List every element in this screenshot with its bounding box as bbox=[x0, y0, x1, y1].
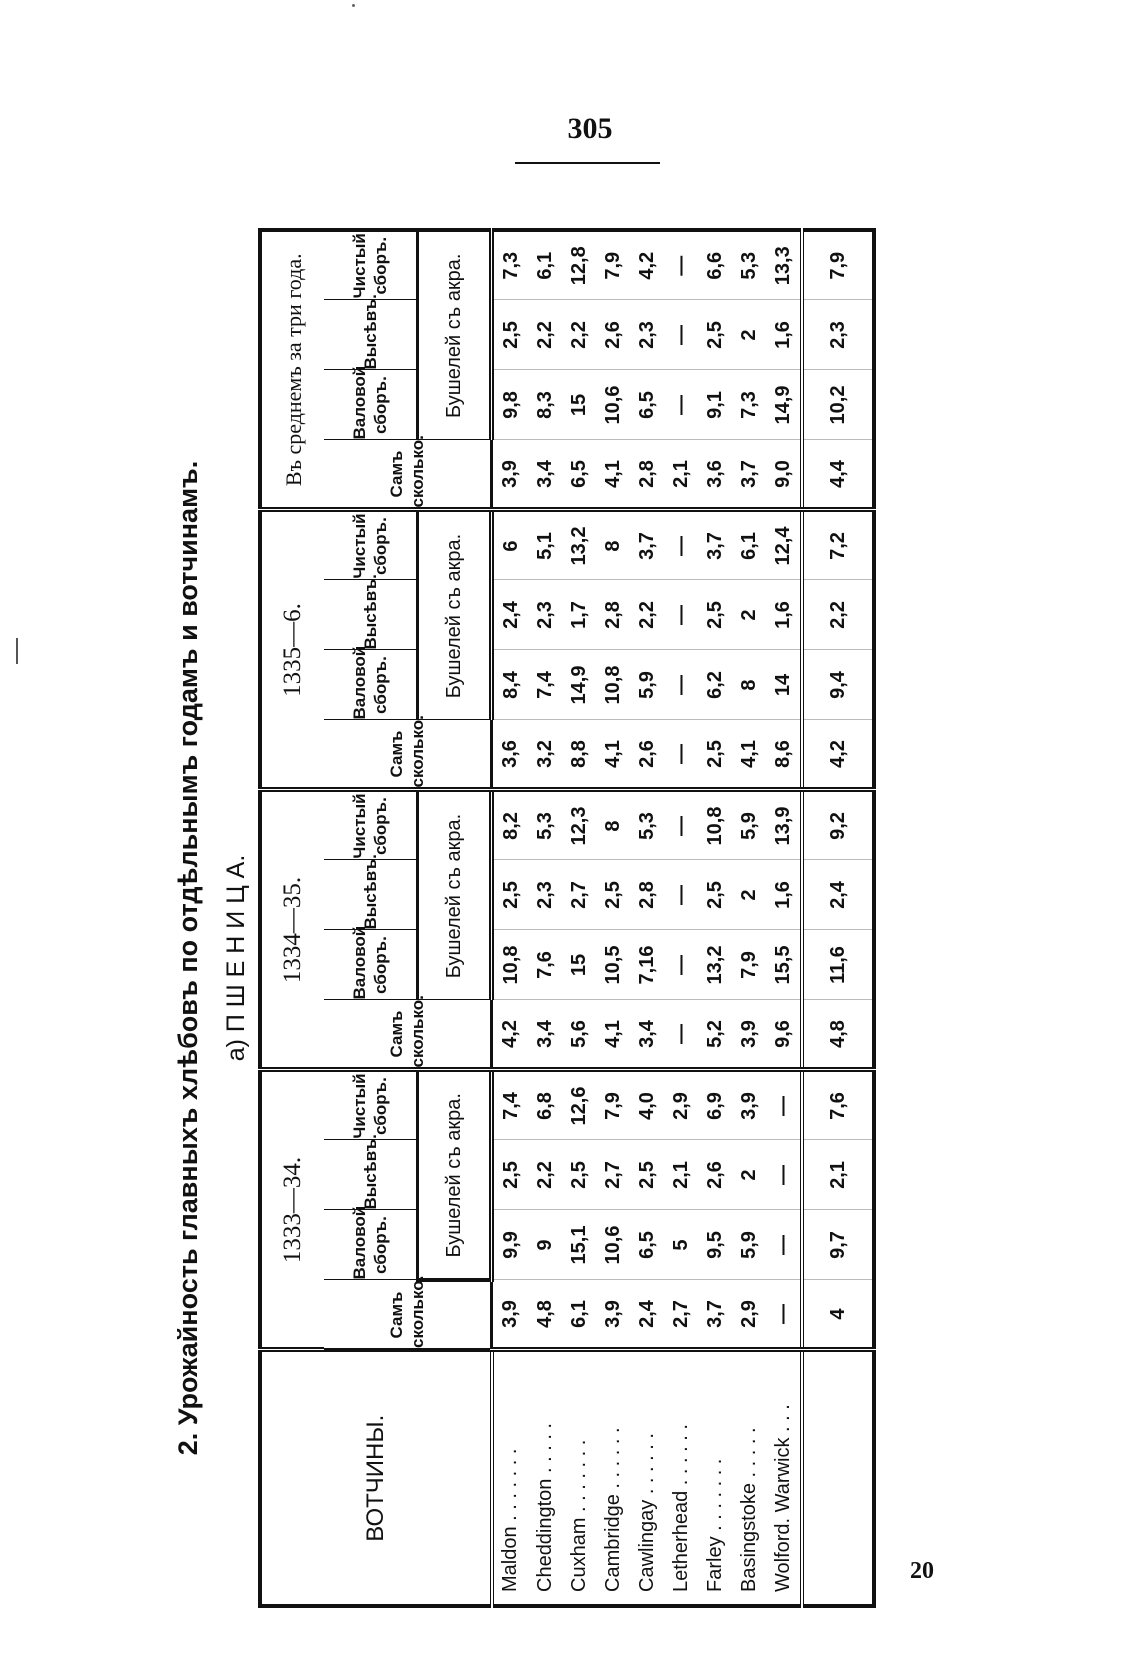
col-header-seed: Высѣвъ. bbox=[324, 580, 418, 650]
value-cell: 2,2 bbox=[802, 580, 874, 650]
estate-name: Cheddington . . . . . bbox=[528, 1350, 562, 1606]
value-cell: 4,1 bbox=[596, 720, 630, 790]
value-cell: 2,3 bbox=[802, 300, 874, 370]
value-cell: — bbox=[664, 580, 698, 650]
value-cell: 3,6 bbox=[698, 440, 732, 510]
col-header-gross: Валовой сборъ. bbox=[324, 1210, 418, 1280]
estate-name: Farley . . . . . . . bbox=[698, 1350, 732, 1606]
unit-label: Бушелей съ акра. bbox=[418, 230, 492, 440]
value-cell: 4,4 bbox=[802, 440, 874, 510]
value-cell: 5 bbox=[664, 1210, 698, 1280]
period-header: 1334—35. bbox=[260, 790, 324, 1070]
value-cell: 5,1 bbox=[528, 510, 562, 580]
value-cell: 3,7 bbox=[732, 440, 766, 510]
value-cell: 4,2 bbox=[802, 720, 874, 790]
unit-label: Бушелей съ акра. bbox=[418, 510, 492, 720]
value-cell: 2,8 bbox=[596, 580, 630, 650]
value-cell: 2,5 bbox=[698, 720, 732, 790]
table-row bbox=[562, 230, 596, 1606]
value-cell: 9,4 bbox=[802, 650, 874, 720]
value-cell: 9,5 bbox=[698, 1210, 732, 1280]
col-header-net: Чистый сборъ. bbox=[324, 790, 418, 860]
value-cell: 14 bbox=[766, 650, 802, 720]
unit-label: Бушелей съ акра. bbox=[418, 1070, 492, 1280]
table-row bbox=[492, 230, 529, 1606]
value-cell: 2,5 bbox=[630, 1140, 664, 1210]
value-cell: 7,3 bbox=[732, 370, 766, 440]
top-dot-mark bbox=[352, 4, 355, 7]
value-cell: 12,8 bbox=[562, 230, 596, 300]
value-cell: 10,8 bbox=[698, 790, 732, 860]
estate-name: Letherhead . . . . . . bbox=[664, 1350, 698, 1606]
value-cell: 5,3 bbox=[528, 790, 562, 860]
value-cell: — bbox=[766, 1210, 802, 1280]
value-cell: 3,9 bbox=[492, 440, 529, 510]
value-cell: 3,9 bbox=[492, 1280, 529, 1350]
col-header-net: Чистый сборъ. bbox=[324, 1070, 418, 1140]
value-cell: 4,8 bbox=[528, 1280, 562, 1350]
value-cell: 9,9 bbox=[492, 1210, 529, 1280]
value-cell: 3,9 bbox=[732, 1070, 766, 1140]
sheet-number: 20 bbox=[910, 1558, 934, 1584]
col-header-gross: Валовой сборъ. bbox=[324, 370, 418, 440]
value-cell: 2 bbox=[732, 300, 766, 370]
value-cell: 2,9 bbox=[732, 1280, 766, 1350]
value-cell: 2,5 bbox=[492, 860, 529, 930]
period-header: 1333—34. bbox=[260, 1070, 324, 1350]
value-cell: 2,1 bbox=[802, 1140, 874, 1210]
table-title: 2. Урожайность главныхъ хлѣбовъ по отдѣльнымъ годамъ и вотчинамъ. bbox=[173, 460, 203, 1456]
value-cell: 9,7 bbox=[802, 1210, 874, 1280]
value-cell: 6,5 bbox=[630, 370, 664, 440]
value-cell: 6,2 bbox=[698, 650, 732, 720]
value-cell: 13,9 bbox=[766, 790, 802, 860]
value-cell: — bbox=[664, 510, 698, 580]
value-cell: 2,9 bbox=[664, 1070, 698, 1140]
value-cell: 1,6 bbox=[766, 860, 802, 930]
estate-name: Cuxham . . . . . . . bbox=[562, 1350, 596, 1606]
value-cell: 2,8 bbox=[630, 440, 664, 510]
value-cell: 3,9 bbox=[732, 1000, 766, 1070]
value-cell: 7,16 bbox=[630, 930, 664, 1000]
value-cell: 9,8 bbox=[492, 370, 529, 440]
value-cell: 3,4 bbox=[528, 1000, 562, 1070]
col-header-ratio: Самъ сколько. bbox=[324, 720, 492, 790]
value-cell: 2,3 bbox=[528, 860, 562, 930]
value-cell: 2,2 bbox=[630, 580, 664, 650]
value-cell: 2 bbox=[732, 860, 766, 930]
value-cell: 4,1 bbox=[732, 720, 766, 790]
value-cell: 13,3 bbox=[766, 230, 802, 300]
table-body bbox=[492, 230, 875, 1606]
table-row bbox=[732, 230, 766, 1606]
value-cell: 2,2 bbox=[528, 1140, 562, 1210]
value-cell: 2,7 bbox=[664, 1280, 698, 1350]
value-cell: 4,2 bbox=[492, 1000, 529, 1070]
value-cell: 2,5 bbox=[698, 860, 732, 930]
estate-name: Wolford. Warwick . . . bbox=[766, 1350, 802, 1606]
value-cell: — bbox=[664, 650, 698, 720]
value-cell: 9,6 bbox=[766, 1000, 802, 1070]
value-cell: 6 bbox=[492, 510, 529, 580]
value-cell: — bbox=[664, 790, 698, 860]
value-cell: 14,9 bbox=[562, 650, 596, 720]
value-cell: 4 bbox=[802, 1280, 874, 1350]
value-cell: 3,9 bbox=[596, 1280, 630, 1350]
yield-table bbox=[258, 228, 876, 1608]
value-cell: 4,1 bbox=[596, 1000, 630, 1070]
value-cell: 8,3 bbox=[528, 370, 562, 440]
value-cell: 2,5 bbox=[698, 300, 732, 370]
value-cell: — bbox=[766, 1280, 802, 1350]
value-cell: 3,4 bbox=[630, 1000, 664, 1070]
value-cell: — bbox=[766, 1140, 802, 1210]
value-cell: 2 bbox=[732, 1140, 766, 1210]
col-header-seed: Высѣвъ. bbox=[324, 1140, 418, 1210]
value-cell: 10,8 bbox=[596, 650, 630, 720]
table-row bbox=[528, 230, 562, 1606]
value-cell: 2,6 bbox=[630, 720, 664, 790]
value-cell: 2,8 bbox=[630, 860, 664, 930]
value-cell: 9,0 bbox=[766, 440, 802, 510]
value-cell: 2,5 bbox=[698, 580, 732, 650]
estate-name: Basingstoke . . . . . bbox=[732, 1350, 766, 1606]
value-cell: 8,4 bbox=[492, 650, 529, 720]
value-cell: 8,8 bbox=[562, 720, 596, 790]
col-header-seed: Высѣвъ. bbox=[324, 860, 418, 930]
value-cell: 15,1 bbox=[562, 1210, 596, 1280]
value-cell: 7,2 bbox=[802, 510, 874, 580]
value-cell: 9,2 bbox=[802, 790, 874, 860]
value-cell: 2,6 bbox=[596, 300, 630, 370]
value-cell: — bbox=[664, 1000, 698, 1070]
value-cell: 2,5 bbox=[562, 1140, 596, 1210]
value-cell: 4,8 bbox=[802, 1000, 874, 1070]
value-cell: 6,5 bbox=[630, 1210, 664, 1280]
value-cell: 3,6 bbox=[492, 720, 529, 790]
value-cell: 2,7 bbox=[596, 1140, 630, 1210]
value-cell: 7,6 bbox=[802, 1070, 874, 1140]
value-cell: 5,3 bbox=[732, 230, 766, 300]
table-row bbox=[596, 230, 630, 1606]
col-header-net: Чистый сборъ. bbox=[324, 510, 418, 580]
value-cell: 2,1 bbox=[664, 1140, 698, 1210]
value-cell: 6,1 bbox=[562, 1280, 596, 1350]
table-row bbox=[766, 230, 802, 1606]
value-cell: 8,6 bbox=[766, 720, 802, 790]
value-cell: 2,2 bbox=[528, 300, 562, 370]
value-cell: 6,5 bbox=[562, 440, 596, 510]
value-cell: 7,4 bbox=[492, 1070, 529, 1140]
value-cell: 2,5 bbox=[492, 300, 529, 370]
value-cell: — bbox=[664, 370, 698, 440]
value-cell: 2,5 bbox=[596, 860, 630, 930]
value-cell: 10,2 bbox=[802, 370, 874, 440]
value-cell: — bbox=[664, 230, 698, 300]
value-cell: 5,3 bbox=[630, 790, 664, 860]
value-cell: 3,7 bbox=[698, 510, 732, 580]
value-cell: — bbox=[664, 860, 698, 930]
value-cell: 2 bbox=[732, 580, 766, 650]
value-cell: 3,7 bbox=[698, 1280, 732, 1350]
value-cell: 10,8 bbox=[492, 930, 529, 1000]
value-cell: — bbox=[664, 300, 698, 370]
value-cell: 6,1 bbox=[732, 510, 766, 580]
value-cell: 2,4 bbox=[492, 580, 529, 650]
value-cell: 2,3 bbox=[630, 300, 664, 370]
value-cell: 9 bbox=[528, 1210, 562, 1280]
estate-name: Maldon . . . . . . . bbox=[492, 1350, 529, 1606]
value-cell: 6,6 bbox=[698, 230, 732, 300]
value-cell: 3,4 bbox=[528, 440, 562, 510]
col-header-gross: Валовой сборъ. bbox=[324, 650, 418, 720]
col-header-ratio: Самъ сколько. bbox=[324, 1000, 492, 1070]
col-header-seed: Высѣвъ. bbox=[324, 300, 418, 370]
table-row bbox=[698, 230, 732, 1606]
table-row bbox=[664, 230, 698, 1606]
value-cell: 15 bbox=[562, 370, 596, 440]
value-cell: 5,9 bbox=[732, 790, 766, 860]
col-header-ratio: Самъ сколько. bbox=[324, 1280, 492, 1350]
value-cell: 8 bbox=[596, 510, 630, 580]
value-cell: 2,7 bbox=[562, 860, 596, 930]
estate-name: Cambridge . . . . . . bbox=[596, 1350, 630, 1606]
value-cell: 4,2 bbox=[630, 230, 664, 300]
estates-header: ВОТЧИНЫ. bbox=[260, 1350, 492, 1606]
value-cell: 5,9 bbox=[732, 1210, 766, 1280]
value-cell: 2,6 bbox=[698, 1140, 732, 1210]
value-cell: 4,0 bbox=[630, 1070, 664, 1140]
period-header: 1335—6. bbox=[260, 510, 324, 790]
value-cell: 2,3 bbox=[528, 580, 562, 650]
col-header-net: Чистый сборъ. bbox=[324, 230, 418, 300]
value-cell: 5,2 bbox=[698, 1000, 732, 1070]
value-cell: 13,2 bbox=[562, 510, 596, 580]
value-cell: 7,3 bbox=[492, 230, 529, 300]
value-cell: 10,5 bbox=[596, 930, 630, 1000]
value-cell: 7,6 bbox=[528, 930, 562, 1000]
value-cell: 10,6 bbox=[596, 1210, 630, 1280]
value-cell: 8,2 bbox=[492, 790, 529, 860]
period-header: Въ среднемъ за три года. bbox=[260, 230, 324, 510]
value-cell: 3,7 bbox=[630, 510, 664, 580]
value-cell: 13,2 bbox=[698, 930, 732, 1000]
col-header-ratio: Самъ сколько. bbox=[324, 440, 492, 510]
value-cell: 6,8 bbox=[528, 1070, 562, 1140]
table-subtitle: а) П Ш Е Н И Ц А. bbox=[222, 854, 250, 1062]
value-cell: 8 bbox=[732, 650, 766, 720]
value-cell: 2,4 bbox=[630, 1280, 664, 1350]
totals-row bbox=[802, 230, 874, 1606]
value-cell: 5,9 bbox=[630, 650, 664, 720]
value-cell: 12,3 bbox=[562, 790, 596, 860]
value-cell: 7,9 bbox=[596, 230, 630, 300]
page-number: 305 bbox=[567, 112, 613, 145]
table-row bbox=[630, 230, 664, 1606]
value-cell: 12,4 bbox=[766, 510, 802, 580]
value-cell: 6,9 bbox=[698, 1070, 732, 1140]
rotated-table-area bbox=[170, 173, 1140, 1648]
totals-label bbox=[802, 1350, 874, 1606]
estate-name: Cawlingay . . . . . . bbox=[630, 1350, 664, 1606]
value-cell: 7,4 bbox=[528, 650, 562, 720]
value-cell: 14,9 bbox=[766, 370, 802, 440]
value-cell: 7,9 bbox=[596, 1070, 630, 1140]
value-cell: 2,4 bbox=[802, 860, 874, 930]
value-cell: — bbox=[766, 1070, 802, 1140]
value-cell: 1,6 bbox=[766, 580, 802, 650]
value-cell: 1,6 bbox=[766, 300, 802, 370]
value-cell: 3,2 bbox=[528, 720, 562, 790]
value-cell: 11,6 bbox=[802, 930, 874, 1000]
page-number-rule bbox=[515, 162, 660, 164]
value-cell: 10,6 bbox=[596, 370, 630, 440]
unit-label: Бушелей съ акра. bbox=[418, 790, 492, 1000]
value-cell: 1,7 bbox=[562, 580, 596, 650]
value-cell: 15,5 bbox=[766, 930, 802, 1000]
value-cell: 2,2 bbox=[562, 300, 596, 370]
value-cell: 6,1 bbox=[528, 230, 562, 300]
col-header-gross: Валовой сборъ. bbox=[324, 930, 418, 1000]
value-cell: — bbox=[664, 720, 698, 790]
value-cell: 4,1 bbox=[596, 440, 630, 510]
margin-mark bbox=[16, 638, 18, 664]
value-cell: 7,9 bbox=[732, 930, 766, 1000]
value-cell: 7,9 bbox=[802, 230, 874, 300]
value-cell: — bbox=[664, 930, 698, 1000]
value-cell: 12,6 bbox=[562, 1070, 596, 1140]
value-cell: 5,6 bbox=[562, 1000, 596, 1070]
value-cell: 9,1 bbox=[698, 370, 732, 440]
value-cell: 15 bbox=[562, 930, 596, 1000]
value-cell: 2,5 bbox=[492, 1140, 529, 1210]
value-cell: 8 bbox=[596, 790, 630, 860]
value-cell: 2,1 bbox=[664, 440, 698, 510]
